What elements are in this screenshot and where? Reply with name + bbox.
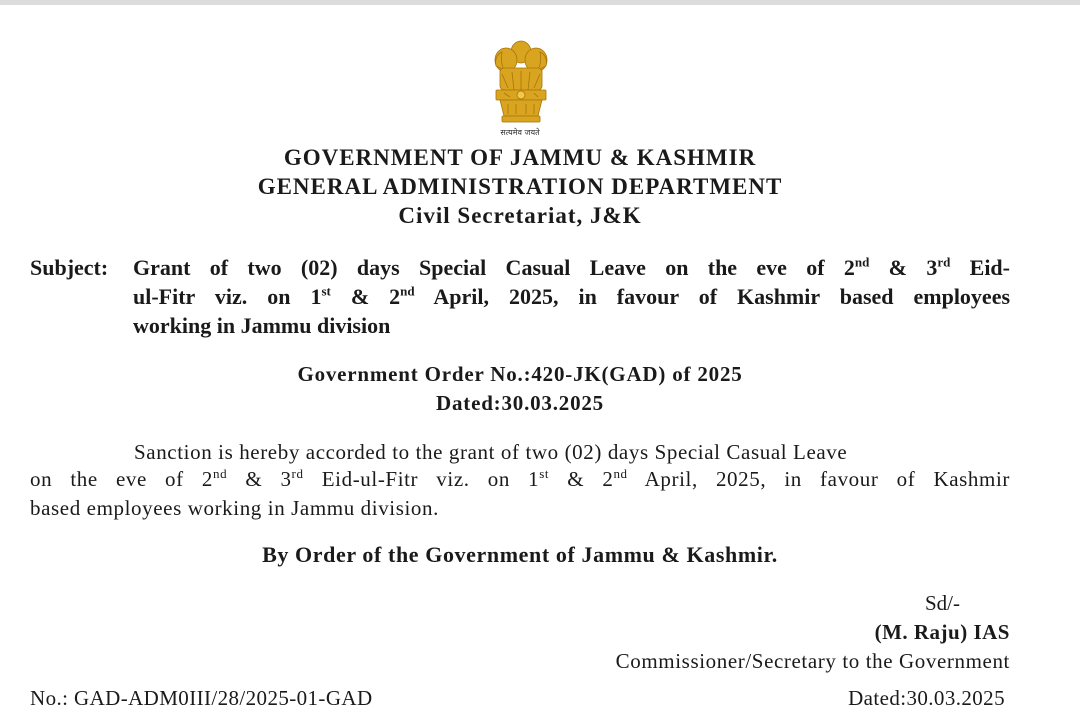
signature-sd: Sd/- bbox=[924, 591, 960, 615]
top-divider bbox=[0, 0, 1080, 5]
signatory-designation: Commissioner/Secretary to the Government bbox=[615, 649, 1010, 673]
signatory-name: (M. Raju) IAS bbox=[874, 620, 1010, 644]
subject-line-3: working in Jammu division bbox=[133, 313, 391, 338]
reference-date: Dated:30.03.2025 bbox=[848, 686, 1005, 710]
order-date: Dated:30.03.2025 bbox=[436, 391, 604, 415]
national-emblem-icon bbox=[486, 38, 556, 128]
order-number: Government Order No.:420-JK(GAD) of 2025 bbox=[297, 362, 743, 386]
body-line-2: on the eve of 2nd & 3rd Eid-ul-Fitr viz. on 1st & 2nd April, 2025, in favour of Kashmir bbox=[30, 466, 1010, 491]
body-line-3: based employees working in Jammu division. bbox=[30, 496, 439, 520]
subject-line-1: Grant of two (02) days Special Casual Leave on the eve of 2nd & 3rd Eid- bbox=[133, 254, 1010, 280]
reference-number: No.: GAD-ADM0III/28/2025-01-GAD bbox=[30, 686, 373, 710]
department-title: GENERAL ADMINISTRATION DEPARTMENT bbox=[257, 174, 783, 199]
secretariat-title: Civil Secretariat, J&K bbox=[398, 203, 642, 228]
subject-line-2: ul-Fitr viz. on 1st & 2nd April, 2025, in favour of Kashmir based employees bbox=[133, 283, 1011, 309]
emblem-motto: सत्यमेव जयते bbox=[500, 128, 540, 137]
body-line-1: Sanction is hereby accorded to the grant of two (02) days Special Casual Leave bbox=[134, 440, 848, 464]
subject-label: Subject: bbox=[30, 255, 109, 280]
government-title: GOVERNMENT OF JAMMU & KASHMIR bbox=[283, 145, 757, 170]
by-order-statement: By Order of the Government of Jammu & Kashmir. bbox=[262, 542, 778, 567]
